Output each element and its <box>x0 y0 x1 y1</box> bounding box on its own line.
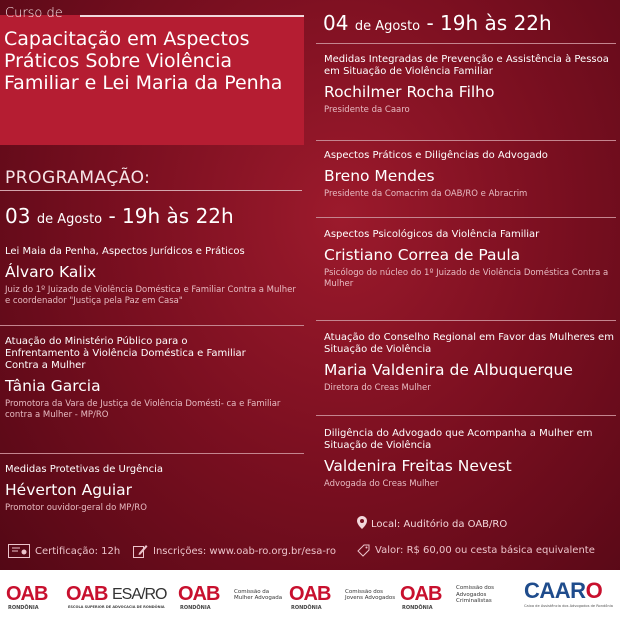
session-role: Promotor ouvidor-geral do MP/RO <box>5 503 147 513</box>
comissao-name: Comissão dos Jovens Advogados <box>345 588 396 601</box>
certificacao-text: Certificação: 12h <box>35 545 121 557</box>
divider <box>0 190 302 191</box>
oab-logo-text: OAB <box>6 583 48 605</box>
divider <box>0 453 304 454</box>
session-role: Presidente da Comacrim da OAB/RO e Abracrim <box>324 189 528 199</box>
inscricoes-item <box>133 544 336 558</box>
valor-item <box>357 544 595 557</box>
session-role: Juiz do 1º Juizado de Violência Doméstica e Familiar Contra a Mulher e coordenador "Justiça pela Paz em Casa" <box>5 285 296 306</box>
oab-logo-text: OAB <box>289 583 331 605</box>
session-speaker: Breno Mendes <box>324 167 435 185</box>
oab-logo-text: OAB <box>178 583 220 605</box>
location <box>357 516 507 530</box>
esa-mark <box>66 581 174 609</box>
day2-heading <box>323 11 552 35</box>
session-role: Promotora da Vara de Justiça de Violência Domésti- ca e Familiar contra a Mulher - MP/RO <box>5 399 281 420</box>
caaro-logo-text <box>524 578 614 604</box>
divider <box>80 15 304 17</box>
session-speaker: Valdenira Freitas Nevest <box>324 457 512 475</box>
session-role: Psicólogo do núcleo do 1º Juizado de Violência Doméstica Contra a Mulher <box>324 268 609 289</box>
session-1 <box>5 246 303 307</box>
day2-month: de Agosto <box>354 19 421 34</box>
session-4 <box>324 54 616 116</box>
session-role: Diretora do Creas Mulher <box>324 383 431 393</box>
inscricoes-text: Inscrições: www.oab-ro.org.br/esa-ro <box>153 545 336 557</box>
valor-text: Valor: R$ 60,00 ou cesta básica equivalente <box>375 545 595 556</box>
oab-logo-sub: RONDÔNIA <box>291 605 322 611</box>
session-speaker: Cristiano Correa de Paula <box>324 246 521 264</box>
session-role: Advogada do Creas Mulher <box>324 479 439 489</box>
oab-logo-sub: RONDÔNIA <box>180 605 211 611</box>
session-title: Lei Maia da Penha, Aspectos Jurídicos e Práticos <box>5 246 245 257</box>
certificate-icon <box>8 544 30 558</box>
divider <box>316 43 616 44</box>
session-title: Medidas Protetivas de Urgência <box>5 464 164 475</box>
divider <box>316 140 616 141</box>
session-speaker: Álvaro Kalix <box>5 263 97 281</box>
divider <box>0 325 304 326</box>
info-bar <box>0 532 620 570</box>
esa-logo-oab: OAB <box>66 583 108 605</box>
oab-logo-text: OAB <box>400 583 442 605</box>
esa-logo <box>66 578 174 612</box>
session-7 <box>324 332 616 394</box>
divider <box>316 415 616 416</box>
day2-day: 04 <box>323 11 349 35</box>
session-speaker: Tânia Garcia <box>5 377 101 395</box>
course-label: Curso de <box>5 6 63 21</box>
oab-logo <box>6 578 58 612</box>
comissao-criminalistas-logo <box>400 578 508 612</box>
programacao-heading: PROGRAMAÇÃO: <box>5 168 151 188</box>
location-text: Local: Auditório da OAB/RO <box>371 519 508 530</box>
money-icon <box>357 544 370 557</box>
oab-mark <box>400 581 452 609</box>
oab-mark <box>289 581 341 609</box>
oab-logo-sub: RONDÔNIA <box>8 605 39 611</box>
session-title: Aspectos Práticos e Diligências do Advogado <box>324 150 548 161</box>
pencil-icon <box>133 544 148 558</box>
comissao-name: Comissão dos Advogados Criminalistas <box>456 585 495 605</box>
day1-day: 03 <box>5 204 31 228</box>
comissao-name: Comissão da Mulher Advogada <box>234 588 283 601</box>
esa-logo-text: ESA/RO <box>112 586 167 603</box>
left-column <box>0 0 308 532</box>
session-role: Presidente da Caaro <box>324 105 410 115</box>
session-8 <box>324 428 616 490</box>
session-title: Diligência do Advogado que Acompanha a Mulher em Situação de Violência <box>324 428 593 451</box>
session-title: Atuação do Conselho Regional em Favor das Mulheres em Situação de Violência <box>324 332 614 355</box>
caaro-logo-a: CAAR <box>524 578 586 603</box>
day2-time: - 19h às 22h <box>426 11 552 35</box>
caaro-logo-sub: Caixa de Assistência dos Advogados de Rondônia <box>524 604 613 608</box>
session-3 <box>5 464 303 514</box>
caaro-mark <box>524 578 614 612</box>
session-6 <box>324 229 616 290</box>
session-2 <box>5 336 281 421</box>
session-speaker: Héverton Aguiar <box>5 481 133 499</box>
oab-logo-sub: RONDÔNIA <box>402 605 433 611</box>
oab-mark <box>6 581 58 609</box>
day1-heading <box>5 204 234 228</box>
divider <box>316 217 616 218</box>
comissao-jovens-logo <box>289 578 397 612</box>
caaro-logo <box>524 578 614 612</box>
certificacao-item <box>8 544 120 558</box>
divider <box>316 320 616 321</box>
footer-logos <box>0 570 620 620</box>
day1-time: - 19h às 22h <box>108 204 234 228</box>
session-speaker: Rochilmer Rocha Filho <box>324 83 495 101</box>
session-title: Aspectos Psicológicos da Violência Familiar <box>324 229 540 240</box>
caaro-logo-o: O <box>585 578 603 603</box>
session-5 <box>324 150 616 200</box>
session-title: Medidas Integradas de Prevenção e Assistência à Pessoa em Situação de Violência Familiar <box>324 54 609 77</box>
right-column <box>312 0 620 532</box>
day1-month: de Agosto <box>36 212 103 227</box>
session-speaker: Maria Valdenira de Albuquerque <box>324 361 573 379</box>
esa-logo-sub: ESCOLA SUPERIOR DE ADVOCACIA DE RONDÔNIA <box>68 605 165 609</box>
oab-mark <box>178 581 230 609</box>
session-title: Atuação do Ministério Público para o Enfrentamento à Violência Doméstica e Familiar Contra a Mulher <box>5 336 246 371</box>
location-pin-icon <box>357 516 367 529</box>
course-title: Capacitação em Aspectos Práticos Sobre Violência Familiar e Lei Maria da Penha <box>4 28 283 94</box>
comissao-mulher-logo <box>178 578 286 612</box>
